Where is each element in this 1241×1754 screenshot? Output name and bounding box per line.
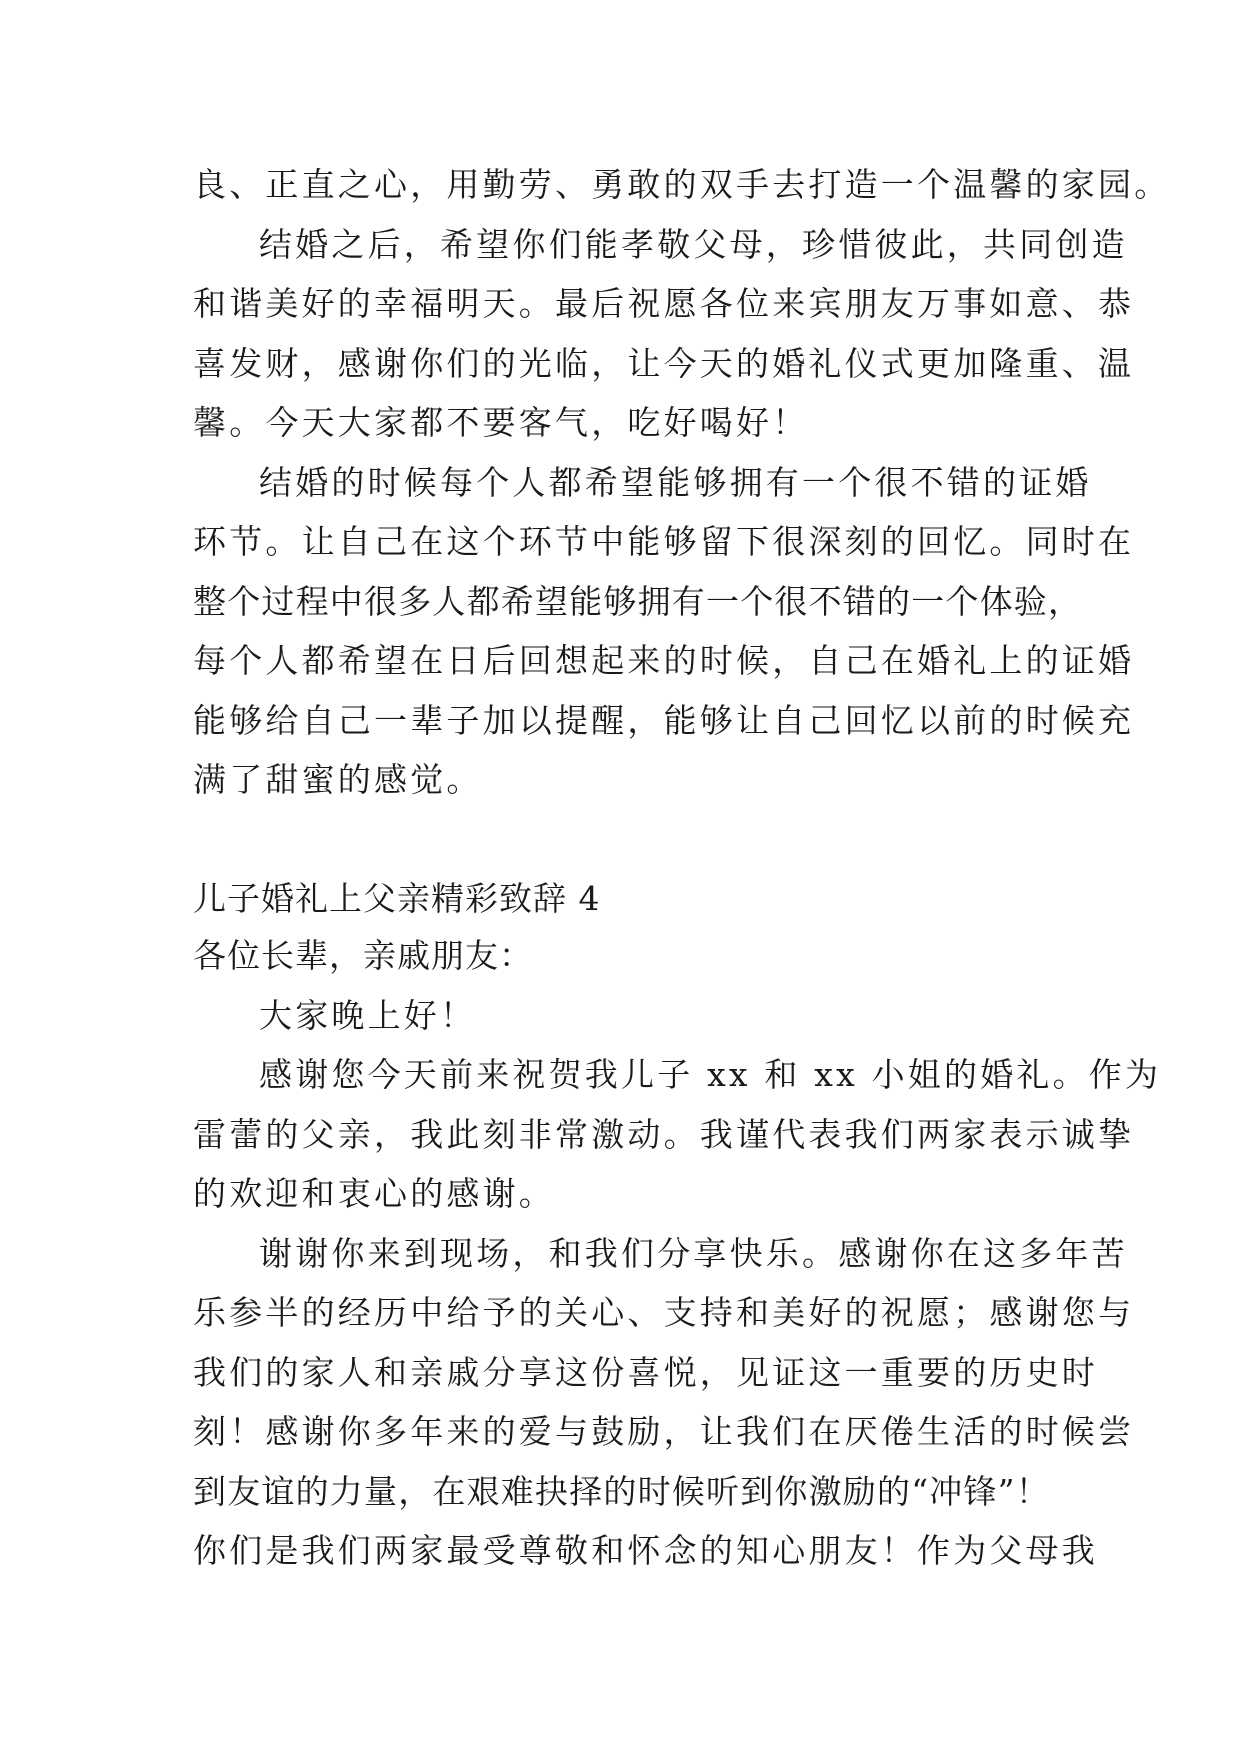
text-line: 谢谢你来到现场，和我们分享快乐。感谢你在这多年苦 [259,1233,1128,1273]
text-line: 结婚之后，希望你们能孝敬父母，珍惜彼此，共同创造 [259,224,1128,264]
paragraph-wishes [193,215,1135,453]
text-line: 环节。让自己在这个环节中能够留下很深刻的回忆。同时在 [193,522,1135,561]
paragraph-gratitude [193,1224,1135,1581]
text-line: 乐参半的经历中给予的关心、支持和美好的祝愿；感谢您与 [193,1293,1135,1332]
text-line: 喜发财，感谢你们的光临，让今天的婚礼仪式更加隆重、温 [193,343,1135,383]
salutation: 各位长辈，亲戚朋友： [193,935,533,975]
text-line: 和谐美好的幸福明天。最后祝愿各位来宾朋友万事如意、恭 [193,284,1135,323]
text-line: 到友谊的力量，在艰难抉择的时候听到你激励的“冲锋”！ [193,1471,1050,1511]
text-line: 馨。今天大家都不要客气，吃好喝好！ [193,403,809,442]
text-line: 良、正直之心，用勤劳、勇敢的双手去打造一个温馨的家园。 [193,165,1171,204]
section-spacer [193,810,1073,872]
text-line: 雷蕾的父亲，我此刻非常激动。我谨代表我们两家表示诚挚 [193,1114,1135,1154]
text-line: 的欢迎和衷心的感谢。 [193,1174,555,1213]
section-title: 儿子婚礼上父亲精彩致辞 4 [193,878,601,918]
text-line: 结婚的时候每个人都希望能够拥有一个很不错的证婚 [259,462,1092,502]
text-line: 我们的家人和亲戚分享这份喜悦，见证这一重要的历史时 [193,1352,1098,1392]
greeting: 大家晚上好！ [259,995,477,1035]
text-line: 你们是我们两家最受尊敬和怀念的知心朋友！作为父母我 [193,1531,1098,1570]
paragraph-continuation [193,155,1171,215]
paragraph-wedding-moment [193,453,1135,810]
text-line: 刻！感谢你多年来的爱与鼓励，让我们在厌倦生活的时候尝 [193,1412,1135,1451]
text-line: 感谢您今天前来祝贺我儿子 xx 和 xx 小姐的婚礼。作为 [259,1055,1162,1094]
text-line: 每个人都希望在日后回想起来的时候，自己在婚礼上的证婚 [193,641,1135,680]
text-line: 能够给自己一辈子加以提醒，能够让自己回忆以前的时候充 [193,700,1135,740]
text-line: 整个过程中很多人都希望能够拥有一个很不错的一个体验， [193,581,1083,621]
paragraph-thanks [193,1045,1162,1224]
text-line: 满了甜蜜的感觉。 [193,760,483,799]
document-body [193,155,1171,1581]
